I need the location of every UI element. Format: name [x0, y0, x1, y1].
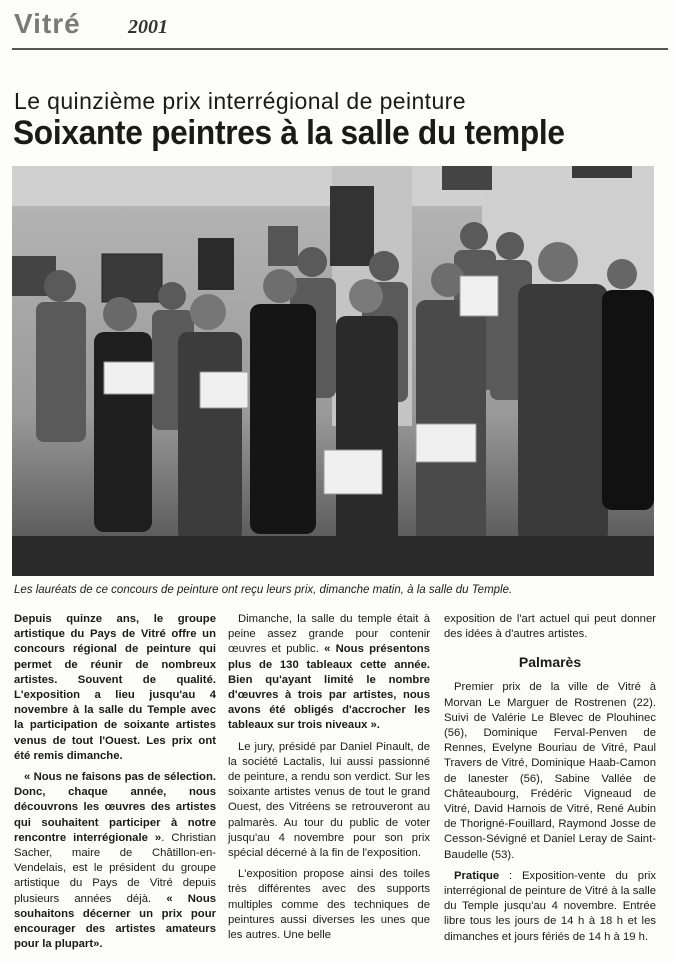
paragraph-4-continued: exposition de l'art actuel qui peut donner des idées à d'autres artistes. [444, 613, 656, 641]
article-kicker: Le quinzième prix interrégional de peinture [14, 88, 466, 114]
paragraph-quote-1 [14, 770, 216, 952]
palmares-heading: Palmarès [518, 654, 582, 671]
quote-text: « Nous présentons plus de 130 tableaux cette année. Bien qu'ayant limité le nombre d'œuvres à trois par artistes, nous avons été obligés d'accrocher les tableaux sur trois niveaux ». [228, 643, 430, 732]
column-2 [228, 612, 430, 949]
practical-text: : Exposition-vente du prix interrégional de peinture de Vitré à la salle du Temple jusqu'au 4 novembre. Entrée libre tous les jours de 14 h à 18 h et les dimanches et jours fériés de 14 h à 19 h. [444, 869, 656, 943]
paragraph-text: . Christian Sacher, maire de Châtillon-en-Vendelais, est le président du groupe artistique du Pays de Vitré depuis plusieurs années déjà. [14, 831, 216, 905]
article-headline: Soixante peintres à la salle du temple [13, 114, 565, 152]
photo-caption: Les lauréats de ce concours de peinture ont reçu leurs prix, dimanche matin, à la salle du Temple. [14, 584, 513, 596]
practical-label: Pratique [454, 869, 500, 882]
quote-text: « Nous souhaitons décerner un prix pour encourager des artistes amateurs pour la plupart». [14, 892, 217, 951]
paragraph-4: L'exposition propose ainsi des toiles très différentes avec des supports multiples comme des techniques de peintures aussi diverses les unes que les autres. Une belle [228, 868, 430, 942]
paragraph-3: Le jury, présidé par Daniel Pinault, de la société Lactalis, lui aussi passionné de peinture, a rendu son verdict. Sur les soixante artistes venus de tout le grand Ouest, des Vitréens se retrouveront au palmarès. Au tour du public de voter jusqu'au 4 novembre pour son prix spécial décerné à la fin de l'exposition. [228, 740, 430, 860]
group-photo [12, 166, 654, 576]
paragraph-2 [228, 612, 430, 734]
practical-info [444, 869, 656, 945]
quote-text: « Nous ne faisons pas de sélection. Donc, chaque année, nous découvrons les œuvres des artistes qui souhaitent participer à notre rencontre interrégionale » [14, 771, 216, 844]
column-3 [444, 612, 656, 951]
group-photo-icon [12, 166, 654, 576]
section-year-label: 2001 [128, 16, 168, 38]
palmares-list: Premier prix de la ville de Vitré à Morvan Le Marguer de Rostrenen (22). Suivi de Valérie Le Blevec de Plouhinec (56), Dominique Ferval-Penven de Rennes, Evelyne Bouriau de Vitré, Paul Travers de Vitré, Dominique Haab-Camon de lanester (56), Sabine Vallée de Châteaubourg, Frédéric Vigneaud de Vitré, David Harnois de Vitré, René Aubin de Thorigné-Fouillard, Raymond Josse de Cesson-Sévigné et Daniel Leray de Saint-Baudelle (53). [444, 681, 656, 861]
paragraph-text: Dimanche, la salle du temple était à peine assez grande pour contenir œuvres et public. [228, 613, 430, 656]
article-intro: Depuis quinze ans, le groupe artistique du Pays de Vitré offre un concours régional de peinture qui permet de réunir de nombreux artistes. Souvent de qualité. L'exposition a lieu jusqu'au 4 novembre à la salle du Temple avec la participation de soixante artistes venus de tout l'Ouest. Les prix ont été remis dimanche. [14, 613, 216, 762]
column-1 [14, 612, 216, 958]
section-town-label: Vitré [14, 8, 81, 39]
header-rule [12, 48, 668, 50]
